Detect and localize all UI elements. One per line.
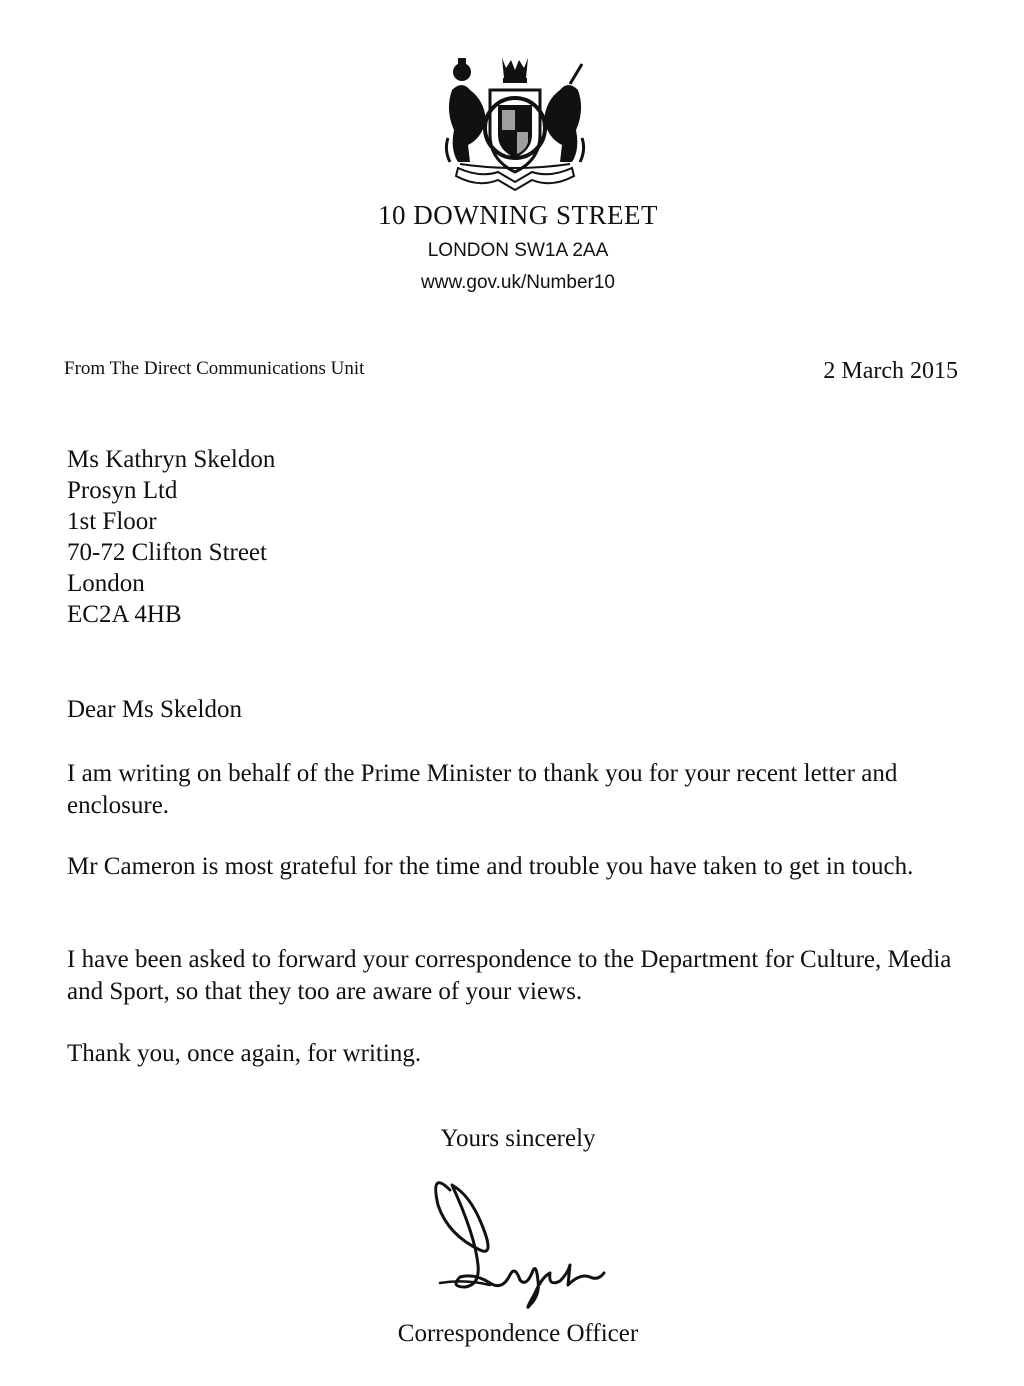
recipient-floor: 1st Floor: [67, 508, 157, 535]
sender-unit: From The Direct Communications Unit: [64, 358, 365, 379]
royal-coat-of-arms-icon: [440, 50, 590, 195]
recipient-postcode: EC2A 4HB: [67, 601, 182, 628]
letter-date: 2 March 2015: [823, 358, 958, 384]
handwritten-signature-icon: [420, 1165, 620, 1315]
recipient-name: Ms Kathryn Skeldon: [67, 446, 276, 473]
recipient-street: 70-72 Clifton Street: [67, 539, 267, 566]
salutation: Dear Ms Skeldon: [67, 696, 242, 723]
signatory-title: Correspondence Officer: [397, 1320, 639, 1347]
letterhead-website: www.gov.uk/Number10: [421, 272, 615, 293]
body-paragraph: I have been asked to forward your correspondence to the Department for Culture, Media and Sport, so that they too are aware of your views.: [67, 946, 952, 1005]
body-paragraph: Mr Cameron is most grateful for the time and trouble you have taken to get in touch.: [67, 853, 914, 880]
recipient-address: [67, 444, 275, 630]
valediction: Yours sincerely: [440, 1125, 596, 1152]
letterhead-address-line1: 10 DOWNING STREET: [378, 200, 658, 230]
recipient-city: London: [67, 570, 145, 597]
body-paragraph: Thank you, once again, for writing.: [67, 1040, 422, 1067]
letterhead-address-line2: LONDON SW1A 2AA: [427, 240, 609, 261]
body-paragraph: I am writing on behalf of the Prime Minister to thank you for your recent letter and enclosure.: [67, 760, 898, 819]
recipient-company: Prosyn Ltd: [67, 477, 178, 504]
